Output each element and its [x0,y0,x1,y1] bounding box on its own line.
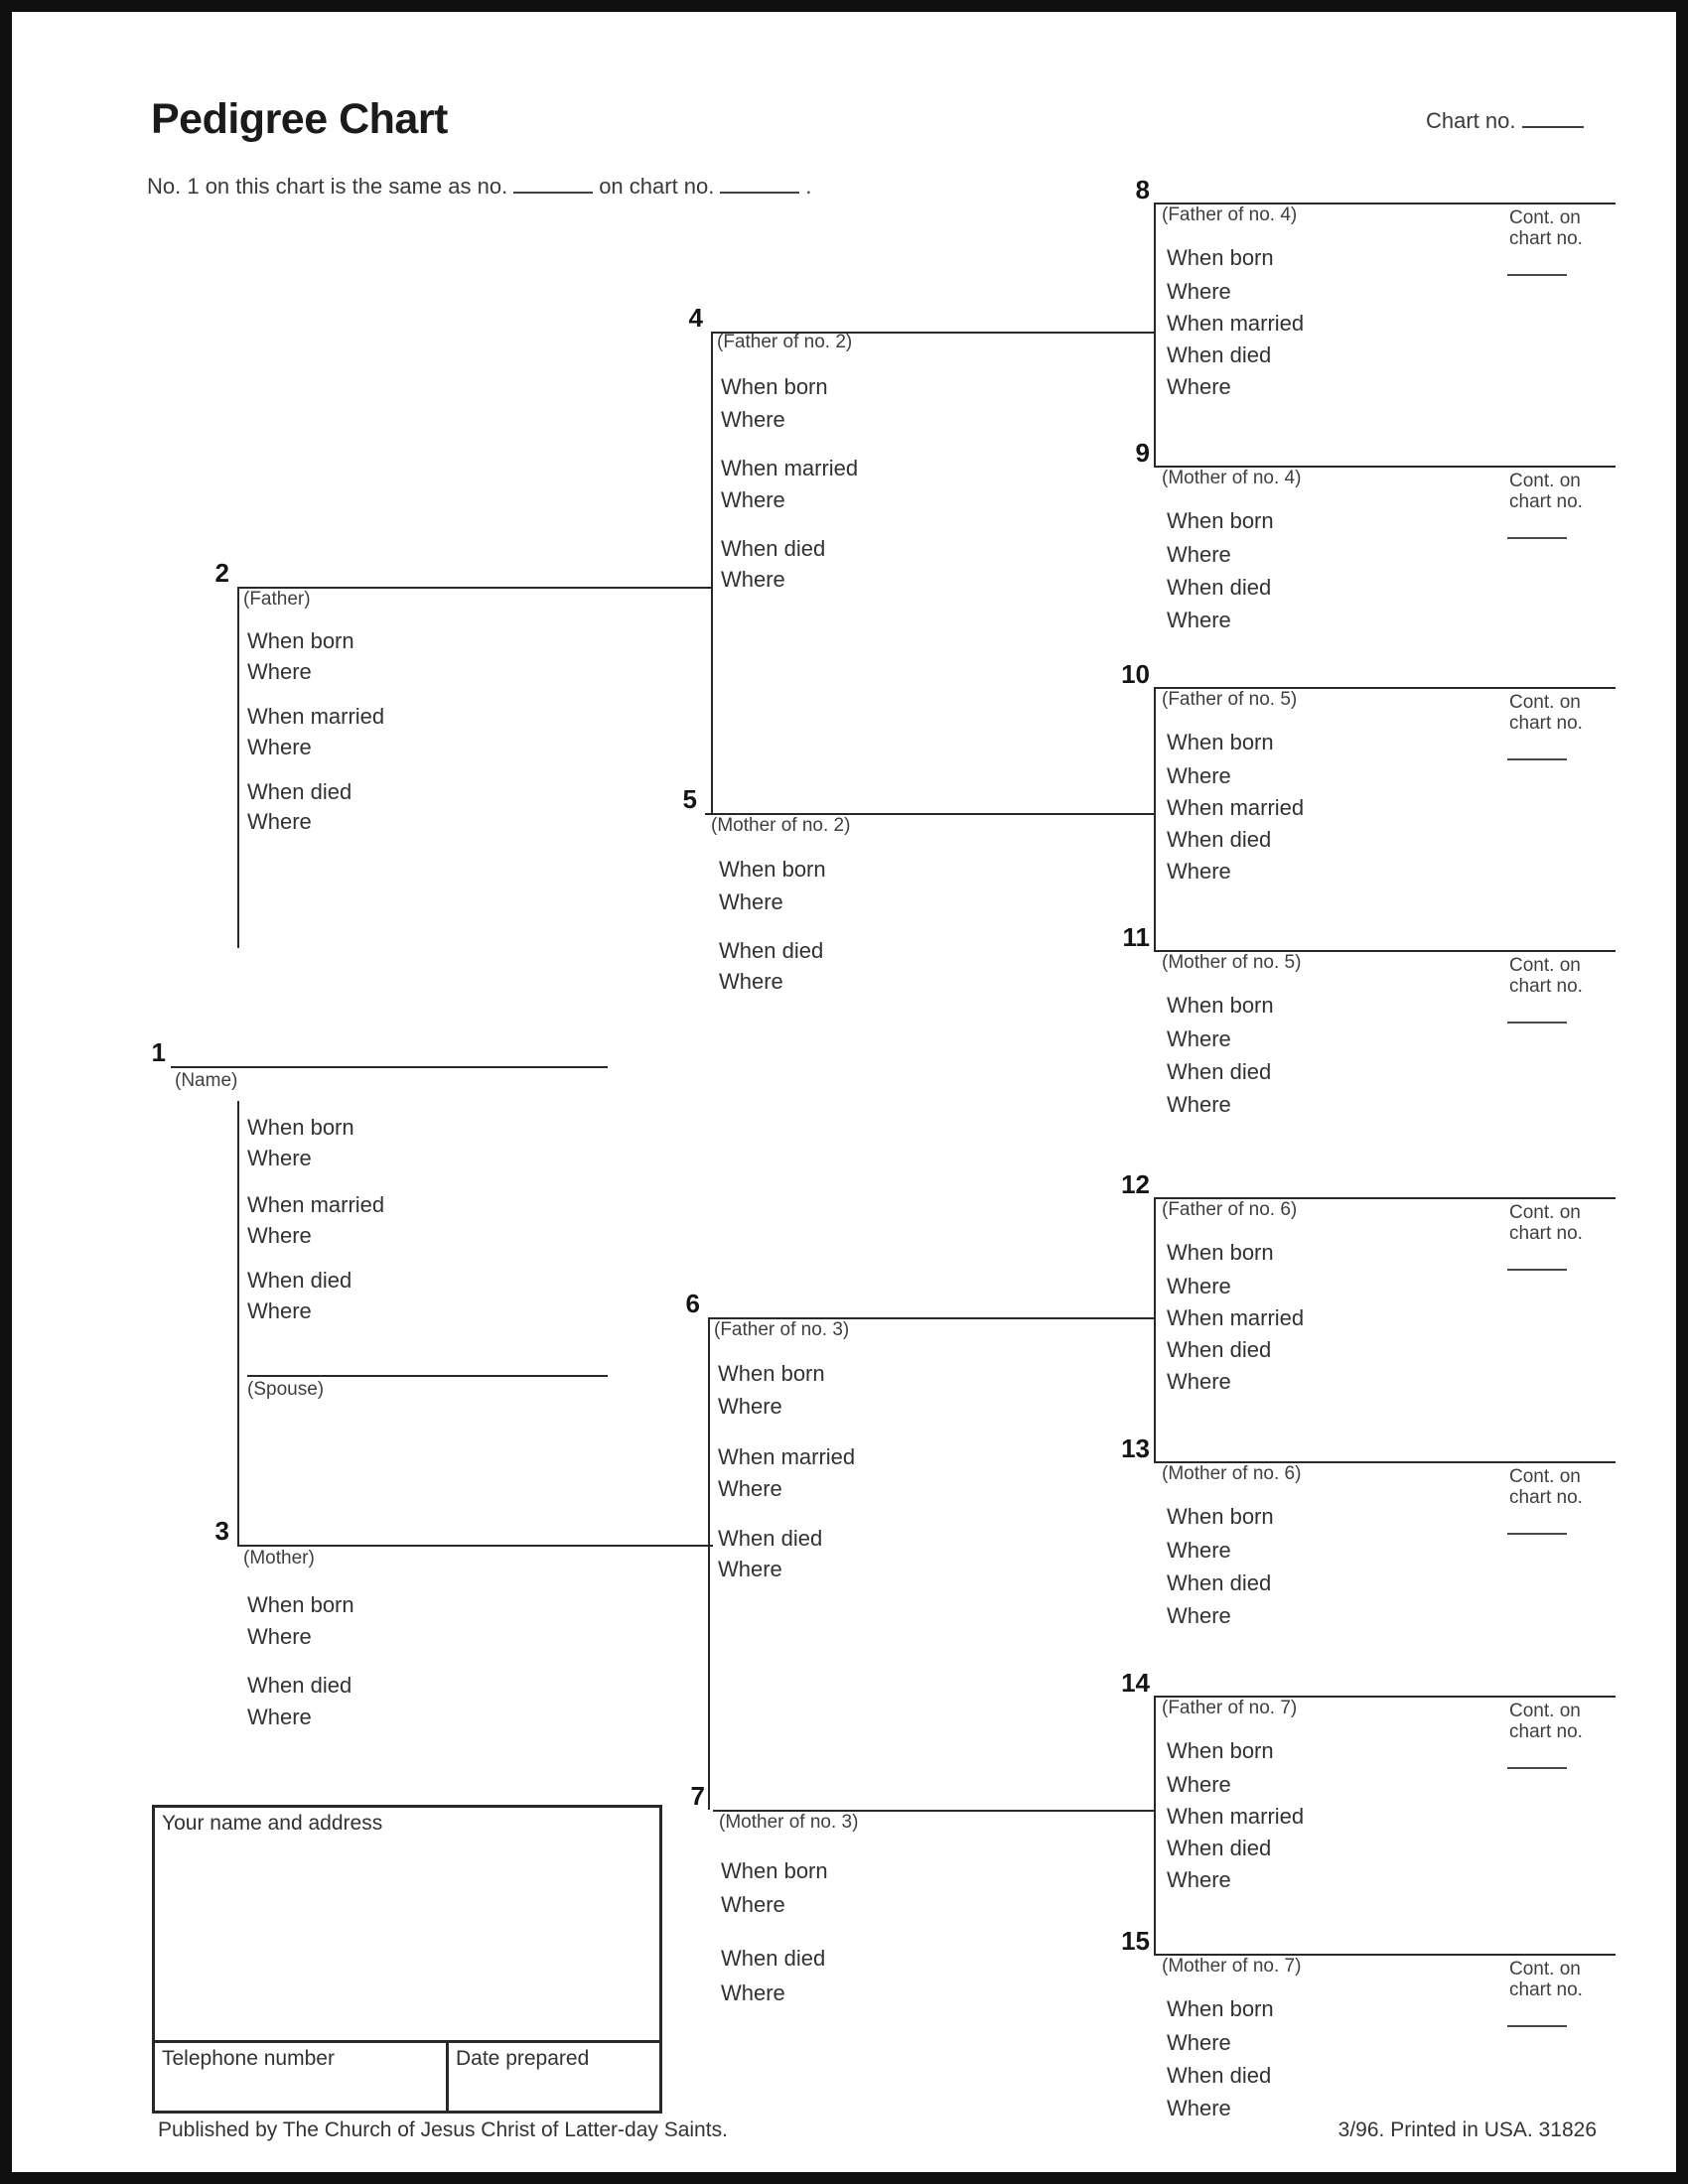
person-15-field-2-where: Where [1167,2030,1231,2055]
person-10-role-label: (Father of no. 5) [1162,689,1298,710]
person-1-number: 1 [151,1037,166,1067]
person-11-number: 11 [1122,922,1150,952]
person-9-cont-label-1: Cont. on [1509,471,1581,491]
preparer-box [152,1805,662,2114]
person-3-line [237,1545,713,1547]
person-9-number: 9 [1135,438,1150,468]
person-4-field-3-when-married: When married [721,456,859,480]
person-9-field-3-when-died: When died [1167,575,1272,600]
preparer-box-bottom-row [155,2040,659,2111]
person-8-role-label: (Father of no. 4) [1162,205,1298,225]
person-6-field-2-where: Where [718,1394,782,1419]
person-8-field-5-where: Where [1167,374,1231,399]
intro-text-1: No. 1 on this chart is the same as no. [147,174,508,199]
person-6-field-4-where: Where [718,1476,782,1501]
person-13-role-label: (Mother of no. 6) [1162,1463,1302,1484]
person-9-field-1-when-born: When born [1167,508,1274,533]
person-15-cont-label-1: Cont. on [1509,1959,1581,1979]
person-1-field-1-when-born: When born [247,1115,354,1140]
person-12-field-1-when-born: When born [1167,1240,1274,1265]
chart-no-field [1426,108,1590,134]
person-13-cont-label-1: Cont. on [1509,1466,1581,1487]
your-name-address-input-area[interactable] [155,1842,659,2040]
person-10-field-5-where: Where [1167,859,1231,884]
person-10-field-4-when-died: When died [1167,827,1272,852]
person-15-role-label: (Mother of no. 7) [1162,1956,1302,1977]
person-4-field-5-when-died: When died [721,536,826,561]
person-4-field-2-where: Where [721,407,785,432]
chart-no-blank[interactable] [1522,110,1584,128]
chart-no-label: Chart no. [1426,108,1516,133]
person-1-bracket-line [237,1101,239,1545]
person-14-field-1-when-born: When born [1167,1738,1274,1763]
publisher-imprint: Published by The Church of Jesus Christ of Latter-day Saints. [158,2118,728,2141]
person-8-cont-chart-no-blank[interactable] [1507,274,1567,276]
intro-text-2: on chart no. [599,174,715,199]
intro-chart-no-blank[interactable] [720,176,799,194]
date-prepared-cell[interactable] [449,2043,659,2111]
intro-text-3: . [805,174,812,199]
person-7-field-1-when-born: When born [721,1858,828,1883]
person-15-cont-label-2: chart no. [1509,1979,1583,2000]
person-10-number: 10 [1121,659,1150,689]
person-2-field-4-where: Where [247,735,312,759]
person-8-field-4-when-died: When died [1167,342,1272,367]
person-10-field-2-where: Where [1167,763,1231,788]
person-3-field-1-when-born: When born [247,1592,354,1617]
person-9-cont-chart-no-blank[interactable] [1507,537,1567,539]
person-7-field-2-where: Where [721,1892,785,1917]
person-8-cont-label-2: chart no. [1509,228,1583,249]
person-14-role-label: (Father of no. 7) [1162,1698,1298,1718]
page-title: Pedigree Chart [151,95,448,143]
person-4-field-1-when-born: When born [721,374,828,399]
your-name-address-label: Your name and address [162,1812,383,1835]
person-6-field-6-where: Where [718,1557,782,1581]
person-2-role-label: (Father) [243,589,311,610]
person-9-cont-label-2: chart no. [1509,491,1583,512]
person-10-cont-label-1: Cont. on [1509,692,1581,713]
person-13-cont-label-2: chart no. [1509,1487,1583,1508]
person-3-role-label: (Mother) [243,1548,315,1569]
person-6-field-1-when-born: When born [718,1361,825,1386]
person-12-number: 12 [1121,1169,1150,1199]
person-12-cont-label-2: chart no. [1509,1223,1583,1244]
person-13-field-2-where: Where [1167,1538,1231,1563]
person-11-cont-label-2: chart no. [1509,976,1583,997]
person-11-cont-chart-no-blank[interactable] [1507,1022,1567,1024]
person-3-field-3-when-died: When died [247,1673,352,1698]
intro-same-as-no-blank[interactable] [513,176,593,194]
person-2-field-3-when-married: When married [247,704,385,729]
person-2-field-6-where: Where [247,809,312,834]
person-4-field-4-where: Where [721,487,785,512]
person-11-field-3-when-died: When died [1167,1059,1272,1084]
person-4-field-6-where: Where [721,567,785,592]
person-5-role-label: (Mother of no. 2) [711,815,851,836]
person-10-field-3-when-married: When married [1167,795,1305,820]
person-12-field-2-where: Where [1167,1274,1231,1298]
person-7-field-3-when-died: When died [721,1946,826,1971]
person-12-bracket-line [1154,1197,1156,1461]
person-11-field-4-where: Where [1167,1092,1231,1117]
person-2-field-1-when-born: When born [247,628,354,653]
date-prepared-label: Date prepared [456,2047,590,2070]
person-15-number: 15 [1121,1926,1150,1956]
person-8-number: 8 [1135,175,1150,205]
person-14-bracket-line [1154,1696,1156,1954]
person-11-cont-label-1: Cont. on [1509,955,1581,976]
person-6-bracket-line [708,1317,710,1810]
person-14-cont-chart-no-blank[interactable] [1507,1767,1567,1769]
person-6-number: 6 [685,1289,700,1318]
person-7-number: 7 [690,1781,705,1811]
person-15-field-4-where: Where [1167,2096,1231,2120]
person-8-cont-label-1: Cont. on [1509,207,1581,228]
person-5-field-1-when-born: When born [719,857,826,882]
person-1-field-4-where: Where [247,1223,312,1248]
person-11-field-1-when-born: When born [1167,993,1274,1018]
person-8-field-2-where: Where [1167,279,1231,304]
person-14-number: 14 [1121,1668,1150,1698]
person-15-field-3-when-died: When died [1167,2063,1272,2088]
person-9-field-2-where: Where [1167,542,1231,567]
person-14-cont-label-1: Cont. on [1509,1701,1581,1721]
print-info: 3/96. Printed in USA. 31826 [1337,2118,1597,2141]
person-3-number: 3 [214,1516,229,1546]
person-3-field-4-where: Where [247,1705,312,1729]
person-12-field-4-when-died: When died [1167,1337,1272,1362]
person-10-cont-label-2: chart no. [1509,713,1583,734]
person-14-field-5-where: Where [1167,1867,1231,1892]
person-13-number: 13 [1121,1433,1150,1463]
person-5-field-2-where: Where [719,889,783,914]
person-5-field-3-when-died: When died [719,938,824,963]
person-13-cont-chart-no-blank[interactable] [1507,1533,1567,1535]
person-5-field-4-where: Where [719,969,783,994]
person-12-cont-label-1: Cont. on [1509,1202,1581,1223]
person-11-role-label: (Mother of no. 5) [1162,952,1302,973]
person-1-field-3-when-married: When married [247,1192,385,1217]
person-1-spouse-line[interactable] [247,1375,608,1377]
intro-line [147,174,812,200]
person-12-field-5-where: Where [1167,1369,1231,1394]
person-13-field-4-where: Where [1167,1603,1231,1628]
person-7-role-label: (Mother of no. 3) [719,1812,859,1833]
person-11-field-2-where: Where [1167,1026,1231,1051]
person-4-number: 4 [688,303,703,333]
person-15-field-1-when-born: When born [1167,1996,1274,2021]
person-2-field-5-when-died: When died [247,779,352,804]
person-1-role-label: (Name) [175,1070,238,1091]
person-7-field-4-where: Where [721,1980,785,2005]
person-13-field-3-when-died: When died [1167,1570,1272,1595]
person-4-role-label: (Father of no. 2) [717,332,853,352]
person-5-number: 5 [682,784,697,814]
person-12-field-3-when-married: When married [1167,1305,1305,1330]
person-12-cont-chart-no-blank[interactable] [1507,1269,1567,1271]
person-1-field-5-when-died: When died [247,1268,352,1293]
person-14-field-4-when-died: When died [1167,1836,1272,1860]
person-12-role-label: (Father of no. 6) [1162,1199,1298,1220]
person-8-bracket-line [1154,203,1156,466]
person-10-bracket-line [1154,687,1156,950]
person-8-field-1-when-born: When born [1167,245,1274,270]
person-8-field-3-when-married: When married [1167,311,1305,336]
person-1-field-2-where: Where [247,1146,312,1170]
person-9-field-4-where: Where [1167,608,1231,632]
person-1-spouse-label: (Spouse) [247,1379,325,1400]
telephone-number-label: Telephone number [162,2047,335,2070]
person-14-cont-label-2: chart no. [1509,1721,1583,1742]
person-13-field-1-when-born: When born [1167,1504,1274,1529]
person-3-field-2-where: Where [247,1624,312,1649]
person-4-bracket-line [711,332,713,813]
person-1-line [171,1066,608,1068]
person-14-field-3-when-married: When married [1167,1804,1305,1829]
person-14-field-2-where: Where [1167,1772,1231,1797]
person-15-cont-chart-no-blank[interactable] [1507,2025,1567,2027]
person-2-field-2-where: Where [247,659,312,684]
person-10-field-1-when-born: When born [1167,730,1274,754]
person-6-role-label: (Father of no. 3) [714,1319,850,1340]
person-9-role-label: (Mother of no. 4) [1162,468,1302,488]
person-2-number: 2 [214,558,229,588]
person-2-bracket-line [237,587,239,948]
person-1-field-6-where: Where [247,1298,312,1323]
person-6-field-5-when-died: When died [718,1526,823,1551]
telephone-number-cell[interactable] [155,2043,449,2111]
person-6-field-3-when-married: When married [718,1444,856,1469]
person-10-cont-chart-no-blank[interactable] [1507,758,1567,760]
